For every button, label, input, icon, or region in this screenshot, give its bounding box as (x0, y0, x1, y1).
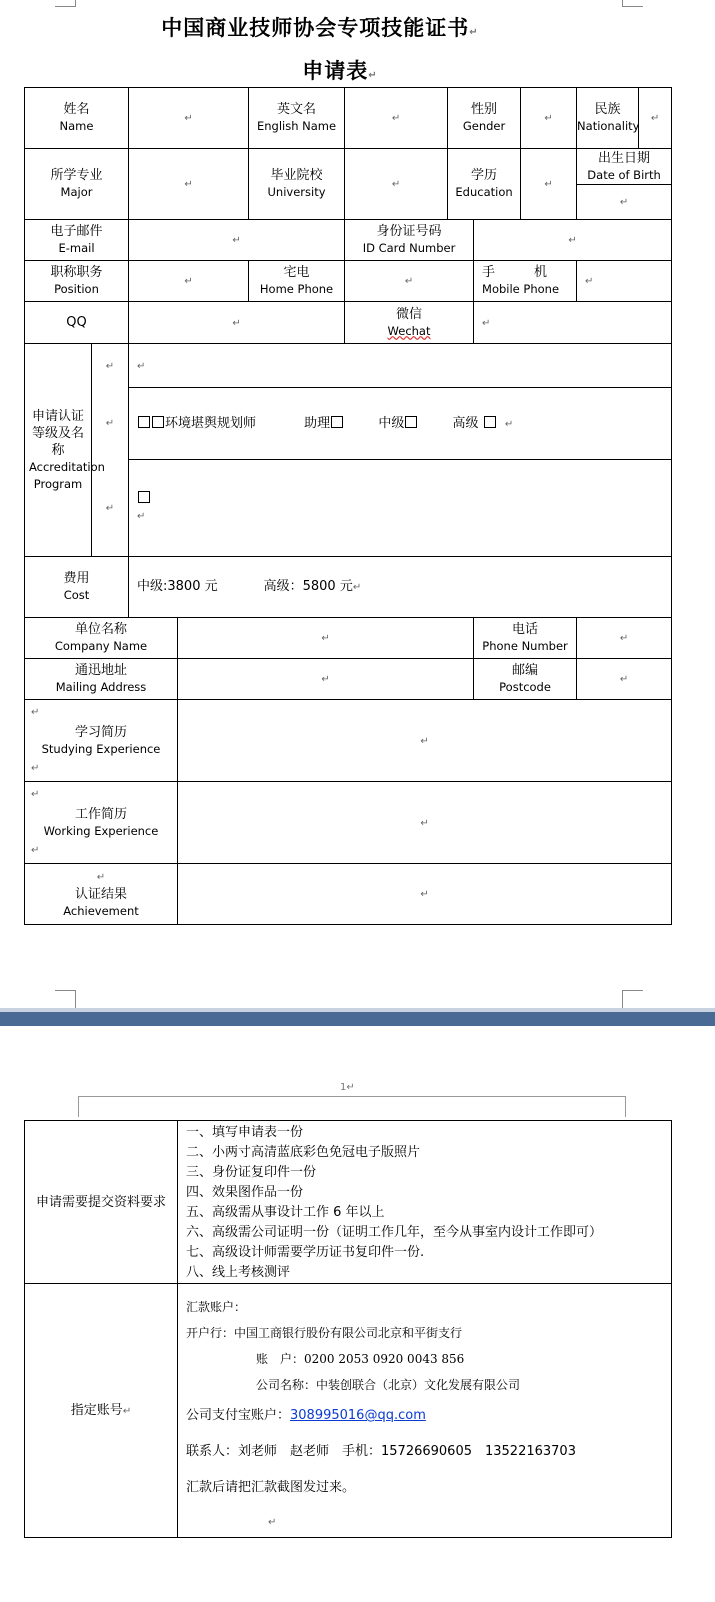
account-label: 指定账号↵ (25, 1284, 178, 1538)
name-label: 姓名 Name (25, 88, 129, 149)
alipay-link[interactable]: 308995016@qq.com (290, 1408, 426, 1423)
level-assistant-label: 助理 (304, 415, 331, 431)
gender-input[interactable]: ↵ (521, 88, 577, 149)
wechat-input[interactable]: ↵ (474, 302, 672, 344)
requirement-item: 六、高级需公司证明一份（证明工作几年，至今从事室内设计工作即可） (186, 1225, 603, 1240)
mobile-label: 手 机 Mobile Phone (474, 261, 577, 302)
work-label: ↵ 工作简历 Working Experience ↵ (25, 782, 178, 864)
qq-label: QQ (25, 302, 129, 344)
crop-mark (622, 0, 643, 7)
program-name: 环境堪舆规划师 (165, 415, 257, 431)
account-details: 汇款账户： 开户行：中国工商银行股份有限公司北京和平街支行 账 户：0200 2053 0920 0043 856 公司名称：中装创联合（北京）文化发展有限公司 公司支付宝账户：308995016@qq.com 联系人：刘老师 赵老师 手机：15726690605 13522163703 汇款后请把汇款截图发过来。 ↵ (178, 1284, 672, 1538)
alipay-label: 公司支付宝账户： (186, 1408, 291, 1423)
program-label: 申请认证等级及名称 Accreditation Program (25, 344, 92, 557)
wechat-label: 微信 Wechat (345, 302, 474, 344)
account-heading: 汇款账户： (186, 1300, 247, 1314)
header-bracket (78, 1096, 626, 1117)
alipay-line (186, 1398, 671, 1434)
requirement-item: 三、身份证复印件一份 (186, 1165, 317, 1180)
level-high-label: 高级 (452, 415, 479, 431)
page-break (0, 1012, 715, 1026)
requirements-label: 申请需要提交资料要求 (25, 1121, 178, 1284)
requirements-list (178, 1121, 672, 1284)
achievement-input[interactable]: ↵ (178, 864, 672, 925)
account-company: 公司名称：中装创联合（北京）文化发展有限公司 (256, 1378, 521, 1392)
email-input[interactable]: ↵ (129, 220, 345, 261)
cost-label: 费用 Cost (25, 557, 129, 618)
account-bank: 开户行：中国工商银行股份有限公司北京和平街支行 (186, 1326, 463, 1340)
checkbox[interactable] (152, 416, 164, 428)
form-subtitle: 申请表↵ (302, 59, 378, 83)
cost-value: 中级:3800 元 高级：5800 元↵ (129, 557, 672, 618)
english-name-label: 英文名 English Name (249, 88, 345, 149)
requirement-item: 五、高级需从事设计工作 6 年以上 (186, 1205, 385, 1220)
university-input[interactable]: ↵ (345, 149, 448, 220)
address-label: 通迅地址 Mailing Address (25, 659, 178, 700)
address-input[interactable]: ↵ (178, 659, 474, 700)
program-row-1[interactable]: ↵ (129, 344, 672, 388)
page-number: 1↵ (340, 1082, 355, 1093)
note-line: 汇款后请把汇款截图发过来。 (186, 1480, 356, 1495)
level-mid-checkbox[interactable] (405, 416, 417, 428)
study-label: ↵ 学习简历 Studying Experience ↵ (25, 700, 178, 782)
name-input[interactable]: ↵ (129, 88, 249, 149)
requirement-item: 二、小两寸高清蓝底彩色免冠电子版照片 (186, 1145, 421, 1160)
nationality-input[interactable]: ↵ (639, 88, 672, 149)
email-label: 电子邮件 E-mail (25, 220, 129, 261)
education-label: 学历 Education (448, 149, 521, 220)
requirement-item: 七、高级设计师需要学历证书复印件一份. (186, 1245, 425, 1260)
requirements-table (24, 1120, 672, 1538)
major-input[interactable]: ↵ (129, 149, 249, 220)
university-label: 毕业院校 University (249, 149, 345, 220)
application-form-table (24, 87, 672, 925)
qq-input[interactable]: ↵ (129, 302, 345, 344)
id-card-input[interactable]: ↵ (474, 220, 672, 261)
requirement-item: 四、效果图作品一份 (186, 1185, 304, 1200)
program-row-2: 环境堪舆规划师 助理 中级 高级 ↵ (129, 388, 672, 460)
form-title: 中国商业技师协会专项技能证书↵ (161, 16, 479, 40)
phone-label: 电话 Phone Number (474, 618, 577, 659)
birth-input[interactable]: ↵ (577, 185, 672, 220)
company-input[interactable]: ↵ (178, 618, 474, 659)
cost-mid: 中级:3800 元 (137, 579, 218, 594)
checkbox[interactable] (138, 491, 150, 503)
phone-input[interactable]: ↵ (577, 618, 672, 659)
level-assistant-checkbox[interactable] (331, 416, 343, 428)
cost-high: 高级：5800 元 (263, 579, 353, 594)
work-input[interactable]: ↵ (178, 782, 672, 864)
nationality-label: 民族 Nationality (577, 88, 639, 149)
program-row-3: ↵ (129, 460, 672, 557)
position-label: 职称职务 Position (25, 261, 129, 302)
postcode-label: 邮编 Postcode (474, 659, 577, 700)
birth-label: 出生日期 Date of Birth (577, 149, 672, 185)
program-level-column: ↵ ↵ ↵ (92, 344, 129, 557)
study-input[interactable]: ↵ (178, 700, 672, 782)
home-phone-input[interactable]: ↵ (345, 261, 474, 302)
achievement-label: ↵ 认证结果 Achievement (25, 864, 178, 925)
checkbox[interactable] (138, 416, 150, 428)
company-label: 单位名称 Company Name (25, 618, 178, 659)
english-name-input[interactable]: ↵ (345, 88, 448, 149)
level-high-checkbox[interactable] (484, 416, 496, 428)
crop-mark (55, 0, 76, 7)
level-mid-label: 中级 (378, 415, 405, 431)
postcode-input[interactable]: ↵ (577, 659, 672, 700)
requirement-item: 八、线上考核测评 (186, 1265, 291, 1280)
id-card-label: 身份证号码 ID Card Number (345, 220, 474, 261)
mobile-input[interactable]: ↵ (577, 261, 672, 302)
account-number: 账 户：0200 2053 0920 0043 856 (256, 1352, 465, 1366)
education-input[interactable]: ↵ (521, 149, 577, 220)
requirement-item: 一、填写申请表一份 (186, 1125, 304, 1140)
position-input[interactable]: ↵ (129, 261, 249, 302)
gender-label: 性别 Gender (448, 88, 521, 149)
contact-line: 联系人：刘老师 赵老师 手机：15726690605 13522163703 (186, 1444, 576, 1459)
home-phone-label: 宅电 Home Phone (249, 261, 345, 302)
major-label: 所学专业 Major (25, 149, 129, 220)
